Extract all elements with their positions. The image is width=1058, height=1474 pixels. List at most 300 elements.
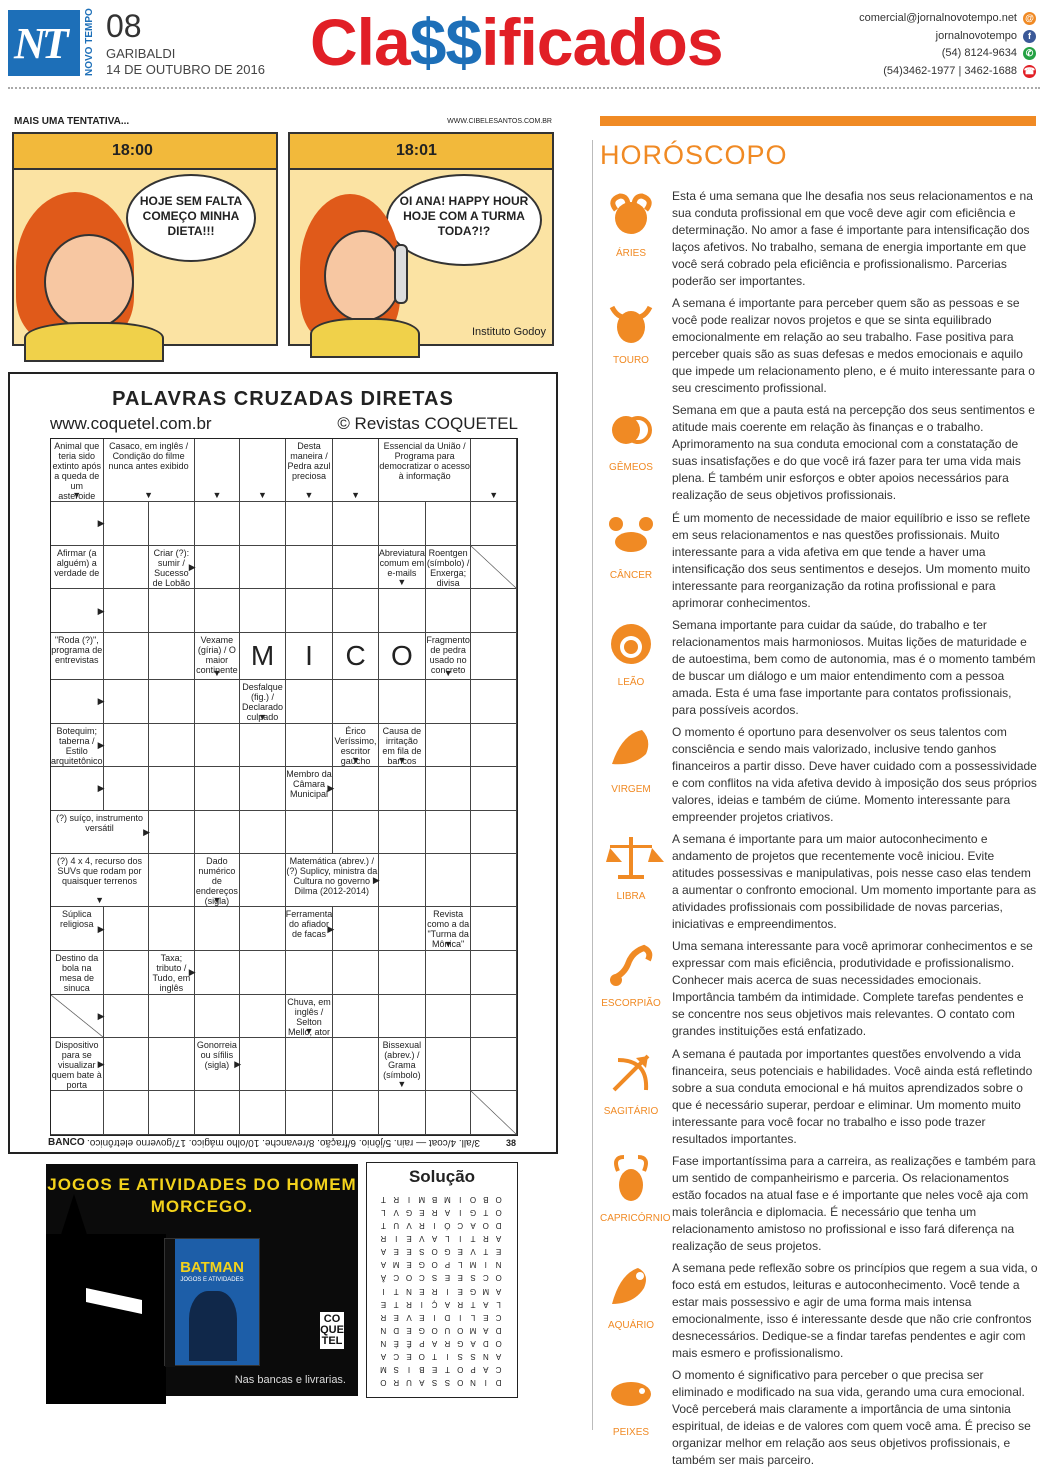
sign-text: Semana em que a pauta está na percepção dos seus sentimentos e atitude mais coerente em relação às finanças e o trabalho. Aprimoramento na sua conduta emocional com a constatação de suas insatisfações e do que você irá fazer para ter uma vida mais plena. É também unir esforços e obter apoios necessários para realização de seus objetivos profissionais. bbox=[672, 403, 1035, 503]
solution-letter: P bbox=[419, 1338, 425, 1348]
answer-cell[interactable] bbox=[471, 1038, 517, 1091]
solution-letter: L bbox=[457, 1260, 463, 1270]
solution-letter: T bbox=[380, 1195, 386, 1205]
girl-face bbox=[44, 234, 134, 330]
solution-letter: S bbox=[431, 1378, 438, 1387]
virgo-icon bbox=[604, 724, 658, 778]
crossword-site[interactable]: www.coquetel.com.br bbox=[50, 414, 212, 433]
answer-cell[interactable] bbox=[426, 724, 472, 768]
capricorn-icon bbox=[604, 1153, 658, 1207]
pisces-icon bbox=[604, 1367, 658, 1421]
answer-cell[interactable] bbox=[149, 995, 195, 1039]
answer-cell[interactable] bbox=[104, 995, 150, 1039]
solution-letter: E bbox=[419, 1312, 425, 1322]
solution-letter: E bbox=[380, 1299, 387, 1309]
answer-cell[interactable] bbox=[104, 589, 150, 633]
answer-cell[interactable] bbox=[149, 589, 195, 633]
answer-cell[interactable] bbox=[286, 502, 334, 546]
solution-letter: S bbox=[457, 1351, 463, 1361]
girl-face bbox=[324, 230, 402, 322]
solution-letter: C bbox=[393, 1351, 400, 1361]
answer-cell[interactable] bbox=[333, 502, 379, 546]
answer-cell[interactable] bbox=[426, 589, 472, 633]
solution-letter: R bbox=[431, 1286, 438, 1296]
answer-cell[interactable] bbox=[104, 767, 150, 811]
solution-letter: E bbox=[419, 1286, 425, 1296]
page-number: 08 bbox=[106, 8, 142, 44]
solution-letter: T bbox=[380, 1221, 386, 1231]
answer-cell[interactable] bbox=[286, 811, 334, 855]
solution-letter: I bbox=[459, 1312, 462, 1322]
page-header bbox=[0, 0, 1058, 88]
solution-letter: A bbox=[495, 1286, 502, 1296]
answer-cell[interactable] bbox=[51, 995, 104, 1039]
solution-letter: O bbox=[380, 1378, 387, 1387]
solution-letter: R bbox=[406, 1299, 412, 1309]
answer-cell[interactable] bbox=[149, 811, 195, 855]
answer-cell[interactable] bbox=[426, 995, 472, 1039]
answer-cell[interactable] bbox=[149, 633, 195, 680]
solution-letter: R bbox=[380, 1312, 387, 1322]
solution-letter: I bbox=[433, 1221, 436, 1231]
aries-icon bbox=[604, 188, 658, 242]
solution-letter: A bbox=[444, 1208, 451, 1218]
answer-cell[interactable] bbox=[195, 680, 241, 724]
scorpio-icon bbox=[604, 938, 658, 992]
horoscope-sign bbox=[600, 938, 1040, 1045]
solution-letter: R bbox=[393, 1378, 400, 1387]
answer-cell[interactable] bbox=[471, 724, 517, 768]
answer-cell[interactable] bbox=[240, 907, 286, 951]
answer-cell[interactable] bbox=[104, 1091, 150, 1135]
bank-text: 3/all. 4/coat — rain. 5/jônio. 6/fração. 8/revanche. 10/olho mágico. 17/governo eletrônico. bbox=[86, 1137, 480, 1148]
horoscope-sign bbox=[600, 1046, 1040, 1153]
answer-cell[interactable] bbox=[379, 907, 426, 951]
sign-name: LIBRA bbox=[616, 891, 646, 903]
answer-cell[interactable] bbox=[333, 907, 379, 951]
answer-cell[interactable] bbox=[471, 1091, 517, 1135]
solution-letter: A bbox=[470, 1338, 476, 1348]
answer-cell[interactable] bbox=[195, 907, 241, 951]
solution-letter: I bbox=[484, 1260, 487, 1270]
masthead-part2: ificados bbox=[481, 5, 723, 79]
logo-letters: NT bbox=[14, 19, 65, 68]
answer-cell[interactable] bbox=[240, 854, 286, 907]
solution-letter: I bbox=[420, 1299, 423, 1309]
solution-letter: C bbox=[482, 1273, 489, 1283]
solution-letter: D bbox=[444, 1312, 451, 1322]
solution-title: Solução bbox=[408, 1167, 476, 1186]
answer-cell[interactable] bbox=[286, 951, 334, 995]
batman-figure bbox=[189, 1291, 237, 1361]
solution-letter: O bbox=[418, 1351, 425, 1361]
answer-cell[interactable] bbox=[286, 1091, 334, 1135]
solution-letter: N bbox=[406, 1286, 412, 1296]
answer-cell[interactable] bbox=[195, 724, 241, 768]
solution-letter: O bbox=[431, 1260, 438, 1270]
solution-letter: N bbox=[482, 1351, 489, 1361]
solution-letter: G bbox=[405, 1208, 413, 1218]
solution-letter: E bbox=[406, 1234, 412, 1244]
sign-name: CAPRICÓRNIO bbox=[600, 1212, 671, 1224]
answer-cell[interactable] bbox=[286, 546, 334, 590]
answer-cell[interactable] bbox=[240, 439, 286, 502]
solution-letter: C bbox=[393, 1273, 400, 1283]
answer-cell[interactable] bbox=[51, 502, 104, 546]
solution-letter: V bbox=[406, 1312, 412, 1322]
sign-name: CÂNCER bbox=[609, 569, 653, 581]
solution-letter: S bbox=[444, 1378, 451, 1387]
solution-letter: È bbox=[393, 1338, 399, 1348]
clue-cell: (?) suíço, instrumento versátil ▶ bbox=[51, 811, 149, 855]
answer-cell[interactable] bbox=[195, 589, 241, 633]
answer-cell[interactable] bbox=[240, 589, 286, 633]
answer-cell[interactable] bbox=[104, 502, 150, 546]
bank-label: BANCO bbox=[48, 1137, 85, 1148]
solution-letter: B bbox=[483, 1195, 489, 1205]
masthead-dollars: $$ bbox=[409, 5, 482, 79]
answer-cell[interactable] bbox=[426, 811, 472, 855]
sign-name: ESCORPIÃO bbox=[601, 998, 661, 1010]
solution-grid bbox=[377, 1193, 505, 1389]
solution-letter: R bbox=[393, 1195, 400, 1205]
solution-letter: A bbox=[380, 1247, 387, 1257]
clue-cell: Dispositivo para se visualizar quem bate à porta ▶ bbox=[51, 1038, 104, 1091]
answer-cell[interactable] bbox=[195, 767, 241, 811]
solution-letter: G bbox=[469, 1208, 477, 1218]
answer-cell[interactable] bbox=[426, 680, 472, 724]
horoscope-sign bbox=[600, 1260, 1040, 1367]
answer-cell[interactable] bbox=[286, 680, 334, 724]
answer-cell[interactable] bbox=[240, 546, 286, 590]
solution-letter: O bbox=[405, 1273, 413, 1283]
mico-letter[interactable]: M bbox=[240, 633, 286, 680]
sign-text: Uma semana interessante para você aprimorar conhecimentos e se expressar com mais eficiência, produtividade e profissionalismo. Conhecer mais acerca de suas necessidades emocionais. Importância também da intimidade. Complete tarefas pendentes e se concentre nos seus objetivos mais relevantes. O contato com grandes instituições está enfatizado. bbox=[672, 939, 1033, 1039]
answer-cell[interactable] bbox=[471, 767, 517, 811]
solution-letter: U bbox=[444, 1325, 451, 1335]
phone-row[interactable] bbox=[859, 63, 1036, 81]
panel-1-speech: HOJE SEM FALTA COMEÇO MINHA DIETA!!! bbox=[126, 174, 256, 262]
solution-letter: O bbox=[495, 1273, 502, 1283]
whatsapp-row[interactable] bbox=[859, 45, 1036, 63]
answer-cell[interactable] bbox=[104, 951, 150, 995]
solution-letter: E bbox=[406, 1325, 412, 1335]
solution-letter: R bbox=[457, 1299, 464, 1309]
answer-cell[interactable] bbox=[240, 1038, 286, 1091]
comic-panel-2 bbox=[288, 132, 554, 346]
solution-letter: E bbox=[419, 1208, 425, 1218]
sign-name: VIRGEM bbox=[611, 784, 651, 795]
sign-text: É um momento de necessidade de maior equilíbrio e isso se reflete em seus relacionamentos e nas questões profissionais. Muito interessante para a vida afetiva em que tende a haver uma intensificação dos seus sentimentos e desejos. Um momento muito interessante para reorganização da rotina profissional e para aprimorar conhecimentos. bbox=[672, 510, 1031, 610]
solution-letter: C bbox=[418, 1273, 425, 1283]
answer-cell[interactable] bbox=[240, 767, 286, 811]
solution-letter: S bbox=[470, 1273, 476, 1283]
answer-cell[interactable] bbox=[104, 907, 150, 951]
sign-text: A semana é importante para perceber quem são as pessoas e se você pode realizar novos projetos e que se sinta equilibrado emocionalmente em relação ao seu trabalho. Fase positiva para perceber quais são as suas defesas e medos emocionais e aquilo que impede um relacionamento pleno, e é muito interessante para o seu crescimento profissional. bbox=[672, 296, 1035, 396]
answer-cell[interactable] bbox=[333, 439, 379, 502]
answer-cell[interactable] bbox=[195, 502, 241, 546]
horoscope-title: HORÓSCOPO bbox=[600, 140, 788, 170]
email-row[interactable] bbox=[859, 10, 1036, 28]
answer-cell[interactable] bbox=[51, 680, 104, 724]
answer-cell[interactable] bbox=[149, 1091, 195, 1135]
answer-cell[interactable] bbox=[471, 854, 517, 907]
solution-letter: N bbox=[380, 1325, 387, 1335]
solution-letter: A bbox=[495, 1234, 502, 1244]
answer-cell[interactable] bbox=[240, 811, 286, 855]
horoscope-sign bbox=[600, 402, 1040, 509]
facebook-row[interactable] bbox=[859, 28, 1036, 46]
answer-cell[interactable] bbox=[149, 854, 195, 907]
answer-cell[interactable] bbox=[240, 995, 286, 1039]
solution-letter: O bbox=[457, 1325, 464, 1335]
answer-cell[interactable] bbox=[195, 811, 241, 855]
answer-cell[interactable] bbox=[333, 546, 379, 590]
answer-cell[interactable] bbox=[471, 546, 517, 590]
answer-cell[interactable] bbox=[333, 995, 379, 1039]
answer-cell[interactable] bbox=[471, 589, 517, 633]
answer-cell[interactable] bbox=[471, 439, 517, 502]
clue-cell: Taxa; tributo / Tudo, em inglês ▶ bbox=[149, 951, 195, 995]
answer-cell[interactable] bbox=[426, 951, 472, 995]
batman-ad[interactable] bbox=[46, 1164, 358, 1396]
solution-letter: I bbox=[446, 1351, 449, 1361]
sign-name: ÁRIES bbox=[615, 248, 646, 259]
answer-cell[interactable] bbox=[471, 633, 517, 680]
solution-letter: A bbox=[419, 1378, 425, 1387]
logo-side-text: NOVO TEMPO bbox=[84, 8, 95, 76]
panel-2-time: 18:01 bbox=[396, 142, 437, 159]
answer-cell[interactable] bbox=[471, 907, 517, 951]
solution-letter: Ó bbox=[444, 1221, 451, 1231]
answer-cell[interactable] bbox=[104, 546, 150, 590]
book-cover-title: BATMAN bbox=[180, 1259, 244, 1276]
answer-cell[interactable] bbox=[286, 589, 334, 633]
answer-cell[interactable] bbox=[104, 1038, 150, 1091]
email-icon: @ bbox=[1023, 12, 1036, 25]
answer-cell[interactable] bbox=[149, 680, 195, 724]
mico-letter[interactable]: I bbox=[286, 633, 334, 680]
clue-cell: Súplica religiosa ▶ bbox=[51, 907, 104, 951]
answer-cell[interactable] bbox=[379, 854, 426, 907]
answer-cell[interactable] bbox=[333, 1091, 379, 1135]
answer-cell[interactable] bbox=[379, 1091, 426, 1135]
aquarius-icon bbox=[604, 1260, 658, 1314]
answer-cell[interactable] bbox=[149, 1038, 195, 1091]
solution-letter: I bbox=[459, 1234, 462, 1244]
solution-letter: A bbox=[380, 1260, 387, 1270]
sign-name: TOURO bbox=[613, 355, 649, 367]
answer-cell[interactable] bbox=[471, 502, 517, 546]
solution-letter: O bbox=[431, 1247, 438, 1257]
solution-letter: L bbox=[496, 1299, 501, 1309]
crossword-copyright: © Revistas COQUETEL bbox=[337, 414, 518, 433]
solution-letter: A bbox=[483, 1364, 489, 1374]
solution-letter: V bbox=[419, 1234, 425, 1244]
solution-letter: M bbox=[418, 1195, 426, 1205]
sign-name: AQUÁRIO bbox=[607, 1320, 655, 1331]
whatsapp-icon: ✆ bbox=[1023, 47, 1036, 60]
solution-letter: O bbox=[457, 1378, 464, 1387]
solution-letter: E bbox=[431, 1364, 438, 1374]
phone-handset bbox=[394, 244, 408, 304]
answer-cell[interactable] bbox=[51, 767, 104, 811]
sign-text: A semana pede reflexão sobre os princípios que regem a sua vida, o foco está em estudos, leituras e autoconhecimento. Você tende a estar mais possessivo e agir de uma forma mais intensa emocionalmente, isso é interessante desde que não crie confrontos desnecessários. Dedique-se a findar tarefas pendentes e agir com mais esmero e profissionalismo. bbox=[672, 1261, 1038, 1360]
answer-cell[interactable] bbox=[379, 951, 426, 995]
answer-cell[interactable] bbox=[333, 1038, 379, 1091]
sign-text: A semana é pautada por importantes questões envolvendo a vida financeira, seus potenciais e habilidades. Você ainda está refletindo sobre a sua conduta emocional e há muitos aprendizados sobre o que é necessário superar, perdoar e eliminar. Um momento muito interessante para você focar no trabalho e isso pode trazer resultados importantes. bbox=[672, 1046, 1033, 1146]
answer-cell[interactable] bbox=[240, 1091, 286, 1135]
answer-cell[interactable] bbox=[426, 1091, 472, 1135]
sign-text: Fase importantíssima para a carreira, as realizações e também para um sentido de companheirismo e parceria. Os relacionamentos estão focados na atual fase e é importante que neles você aja com mais tolerância e diplomacia. É necessário que tenha um relacionamento amistoso no profissional e isso fará diferença na realização de seus projetos. bbox=[672, 1153, 1036, 1253]
clue-cell: Ferramenta do afiador de facas ▶ bbox=[286, 907, 334, 951]
answer-cell[interactable] bbox=[471, 951, 517, 995]
book-cover bbox=[164, 1238, 260, 1366]
answer-cell[interactable] bbox=[195, 951, 241, 995]
solution-letter: I bbox=[395, 1234, 398, 1244]
sign-name: PEIXES bbox=[612, 1427, 650, 1439]
horoscope-top-bar bbox=[600, 116, 1036, 126]
solution-letter: I bbox=[407, 1364, 411, 1374]
solution-letter: S bbox=[470, 1351, 476, 1361]
answer-cell[interactable] bbox=[379, 502, 426, 546]
sign-name: GÊMEOS bbox=[609, 462, 653, 474]
facebook-text: jornalnovotempo bbox=[935, 29, 1017, 42]
solution-letter: O bbox=[495, 1208, 502, 1218]
solution-letter: M bbox=[469, 1260, 477, 1270]
answer-cell[interactable] bbox=[104, 724, 150, 768]
answer-cell[interactable] bbox=[195, 546, 241, 590]
answer-cell[interactable] bbox=[51, 1091, 104, 1135]
answer-cell[interactable] bbox=[51, 589, 104, 633]
solution-letter: R bbox=[482, 1234, 489, 1244]
horoscope-sign bbox=[600, 617, 1040, 724]
gemini-icon bbox=[604, 402, 658, 456]
solution-letter: T bbox=[444, 1364, 450, 1374]
clue-cell: Bissexual (abrev.) / Grama (símbolo) ▼ bbox=[379, 1038, 426, 1091]
solution-letter: A bbox=[380, 1351, 387, 1361]
solution-letter: I bbox=[446, 1286, 449, 1296]
solution-letter: V bbox=[393, 1208, 399, 1218]
answer-cell[interactable] bbox=[333, 951, 379, 995]
answer-cell[interactable] bbox=[286, 1038, 334, 1091]
clue-cell: Criar (?): sumir / Sucesso de Lobão ▶ bbox=[149, 546, 195, 590]
coquetel-logo: CO QUE TEL bbox=[320, 1313, 344, 1347]
clue-cell: Érico Veríssimo, escritor gaúcho ▼ bbox=[333, 724, 379, 768]
comic-credit: WWW.CIBELESANTOS.COM.BR bbox=[447, 118, 552, 125]
answer-cell[interactable] bbox=[426, 854, 472, 907]
answer-cell[interactable] bbox=[240, 502, 286, 546]
solution-letter: E bbox=[483, 1312, 489, 1322]
solution-letter: D bbox=[495, 1378, 502, 1387]
answer-cell[interactable] bbox=[286, 724, 334, 768]
sign-name: LEÃO bbox=[617, 676, 645, 688]
answer-cell[interactable] bbox=[149, 767, 195, 811]
solution-letter: R bbox=[444, 1338, 451, 1348]
solution-letter: T bbox=[470, 1299, 476, 1309]
clue-cell: Casaco, em inglês / Condição do filme nunca antes exibido ▼ bbox=[104, 439, 195, 502]
girl-body bbox=[24, 322, 164, 362]
mico-letter[interactable]: C bbox=[333, 633, 379, 680]
answer-cell[interactable] bbox=[240, 951, 286, 995]
answer-cell[interactable] bbox=[426, 1038, 472, 1091]
sign-text: O momento é significativo para perceber o que precisa ser eliminado e modificado na sua vida, gerando uma cura emocional. Você perceberá mais claramente a importância de uma sintonia espiritual, de ideias e de valores com quem você ama. É preciso se organizar melhor em relação aos seus objetivos profissionais, e também ser mais parceiro. bbox=[672, 1368, 1031, 1468]
answer-cell[interactable] bbox=[471, 811, 517, 855]
solution-letter: I bbox=[407, 1195, 411, 1205]
book-cover-subtitle: JOGOS E ATIVIDADES bbox=[180, 1277, 244, 1283]
answer-cell[interactable] bbox=[379, 811, 426, 855]
answer-cell[interactable] bbox=[426, 767, 472, 811]
solution-letter: E bbox=[495, 1247, 502, 1257]
solution-letter: O bbox=[431, 1325, 438, 1335]
answer-cell[interactable] bbox=[379, 767, 426, 811]
answer-cell[interactable] bbox=[333, 589, 379, 633]
ad-footer: Nas bancas e livrarias. bbox=[234, 1374, 346, 1386]
header-divider bbox=[8, 87, 1040, 89]
issue-date: 14 DE OUTUBRO DE 2016 bbox=[106, 62, 265, 77]
solution-letter: R bbox=[418, 1221, 425, 1231]
sign-text: A semana é importante para um maior autoconhecimento e andamento de projetos que recentemente você iniciou. Evite atitudes possessivas e manipulativas, pois nesse caso elas tendem a aumentar o confronto emocional. Um momento importante para as atividades profissionais com possibilidade de novas parcerias, iniciativas e empreendimentos. bbox=[672, 832, 1037, 932]
answer-cell[interactable] bbox=[471, 995, 517, 1039]
solution-letter: P bbox=[470, 1364, 476, 1374]
solution-letter: E bbox=[457, 1273, 463, 1283]
solution-letter: T bbox=[393, 1286, 399, 1296]
cancer-icon bbox=[604, 510, 658, 564]
solution-letter: S bbox=[419, 1247, 425, 1257]
answer-cell[interactable] bbox=[104, 633, 150, 680]
clue-cell: Abreviatura comum em e-mails ▼ bbox=[379, 546, 426, 590]
answer-cell[interactable] bbox=[149, 907, 195, 951]
answer-cell[interactable] bbox=[104, 680, 150, 724]
sagittarius-icon bbox=[604, 1046, 658, 1100]
bat-ear bbox=[58, 1194, 90, 1244]
answer-cell[interactable] bbox=[379, 995, 426, 1039]
solution-letter: D bbox=[495, 1221, 502, 1231]
answer-cell[interactable] bbox=[333, 767, 379, 811]
clue-cell: Destino da bola na mesa de sinuca bbox=[51, 951, 104, 995]
answer-cell[interactable] bbox=[379, 680, 426, 724]
answer-cell[interactable] bbox=[195, 1091, 241, 1135]
crossword-page-number: 38 bbox=[505, 1138, 516, 1148]
solution-letter: N bbox=[495, 1260, 502, 1270]
solution-letter: C bbox=[495, 1364, 502, 1374]
clue-cell: Membro da Câmara Municipal ▶ bbox=[286, 767, 334, 811]
answer-cell[interactable] bbox=[379, 589, 426, 633]
solution-letter: I bbox=[459, 1208, 462, 1218]
answer-cell[interactable] bbox=[333, 680, 379, 724]
solution-letter: I bbox=[382, 1286, 385, 1296]
answer-cell[interactable] bbox=[426, 502, 472, 546]
answer-cell[interactable] bbox=[195, 995, 241, 1039]
comic-strip bbox=[8, 112, 558, 348]
solution-letter: B bbox=[431, 1195, 438, 1205]
answer-cell[interactable] bbox=[471, 680, 517, 724]
horoscope-divider bbox=[592, 140, 593, 1430]
solution-letter: E bbox=[393, 1312, 399, 1322]
solution-letter: A bbox=[431, 1234, 438, 1244]
solution-letter: E bbox=[406, 1351, 412, 1361]
newspaper-logo[interactable] bbox=[8, 10, 80, 76]
answer-cell[interactable] bbox=[240, 724, 286, 768]
answer-cell[interactable] bbox=[195, 439, 241, 502]
solution-letter: L bbox=[445, 1234, 450, 1244]
mico-letter[interactable]: O bbox=[379, 633, 426, 680]
answer-cell[interactable] bbox=[333, 811, 379, 855]
answer-cell[interactable] bbox=[149, 502, 195, 546]
horoscope-sign bbox=[600, 188, 1040, 295]
answer-cell[interactable] bbox=[149, 724, 195, 768]
solution-letter: M bbox=[444, 1195, 451, 1205]
